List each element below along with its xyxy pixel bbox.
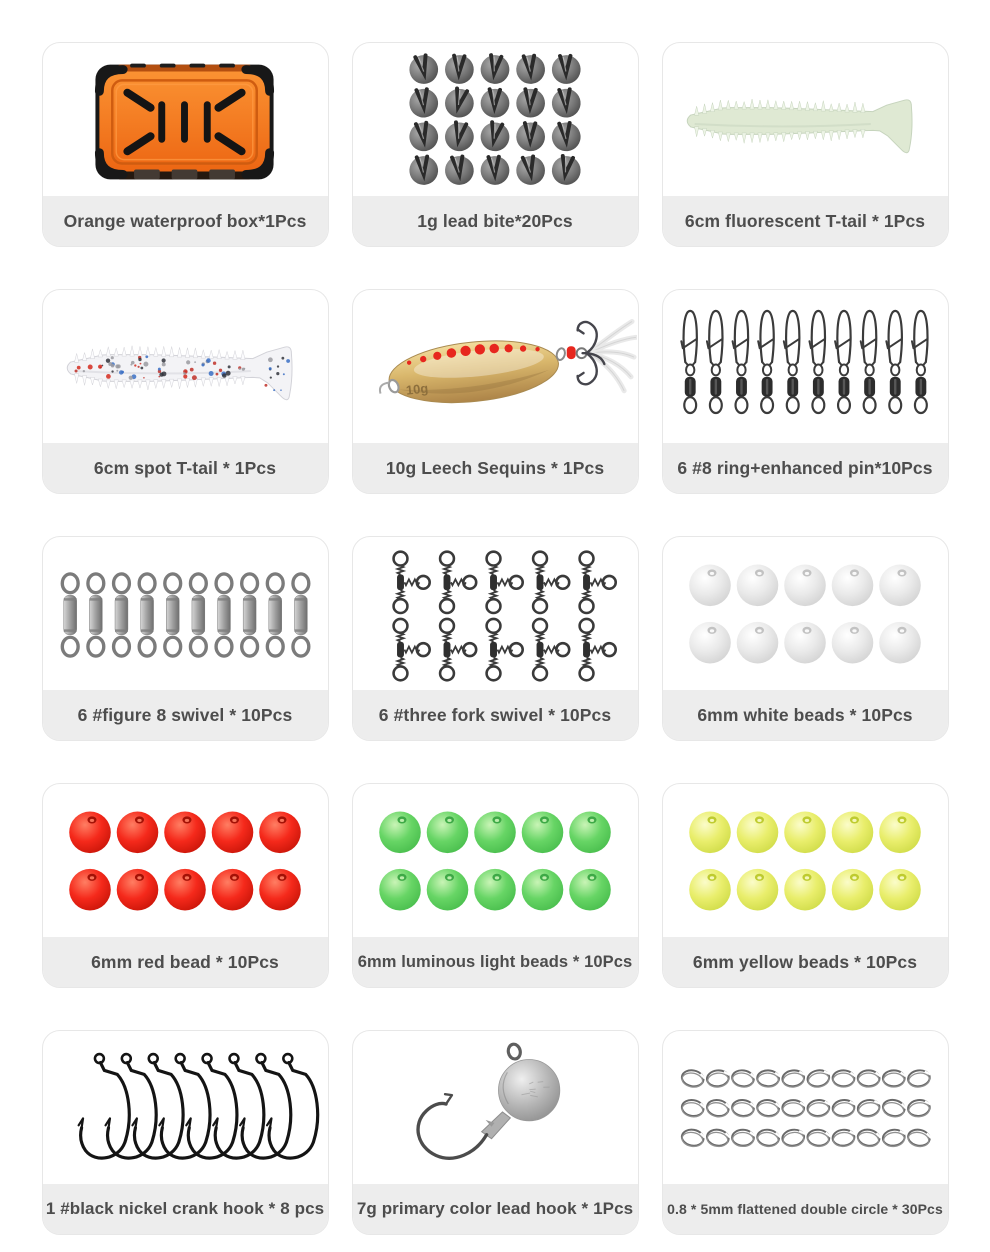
product-card-leech-sequins [352, 289, 639, 494]
product-label [353, 690, 638, 740]
product-label [43, 690, 328, 740]
product-card-split-rings [662, 1030, 949, 1235]
split-rings-image [663, 1031, 948, 1184]
product-card-figure8-swivel [42, 536, 329, 741]
product-label-text: 6 #8 ring+enhanced pin*10Pcs [677, 457, 933, 478]
product-label-text: 6mm red bead * 10Pcs [91, 951, 279, 972]
product-label-text: 7g primary color lead hook * 1Pcs [356, 1199, 634, 1218]
lead-bites-image [353, 43, 638, 196]
snap-swivel-pins-image [663, 290, 948, 443]
product-label [663, 1184, 948, 1234]
lead-jig-head-image [353, 1031, 638, 1184]
product-card-three-fork-swivel [352, 536, 639, 741]
product-label [43, 196, 328, 246]
white-beads-image [663, 537, 948, 690]
product-label [663, 443, 948, 493]
figure8-swivels-image [43, 537, 328, 690]
product-label [353, 1184, 638, 1234]
product-label-text: 6 #figure 8 swivel * 10Pcs [77, 704, 293, 725]
product-card-ring-enhanced-pin [662, 289, 949, 494]
product-label [663, 196, 948, 246]
product-label [353, 937, 638, 987]
product-card-yellow-beads [662, 783, 949, 988]
product-card-lead-bites [352, 42, 639, 247]
product-card-crank-hooks [42, 1030, 329, 1235]
orange-waterproof-box-image [43, 43, 328, 196]
fluorescent-t-tail-image [663, 43, 948, 196]
product-card-waterproof-box [42, 42, 329, 247]
product-label [43, 443, 328, 493]
product-label [43, 937, 328, 987]
product-label [663, 937, 948, 987]
product-label-text: 6cm fluorescent T-tail * 1Pcs [684, 210, 926, 231]
product-card-red-beads [42, 783, 329, 988]
product-label [663, 690, 948, 740]
red-beads-image [43, 784, 328, 937]
product-card-white-beads [662, 536, 949, 741]
yellow-beads-image [663, 784, 948, 937]
product-label-text: 10g Leech Sequins * 1Pcs [385, 457, 605, 478]
product-label-text: 0.8 * 5mm flattened double circle * 30Pcs [667, 1201, 943, 1217]
product-label-text: 6mm yellow beads * 10Pcs [692, 951, 918, 972]
product-card-lead-jig-hook [352, 1030, 639, 1235]
product-label-text: 6cm spot T-tail * 1Pcs [93, 457, 277, 478]
product-label [353, 443, 638, 493]
product-label-text: 6mm luminous light beads * 10Pcs [357, 952, 633, 971]
crank-hooks-image [43, 1031, 328, 1184]
product-card-luminous-beads [352, 783, 639, 988]
product-label-text: 6 #three fork swivel * 10Pcs [378, 704, 612, 725]
leech-sequins-spoon-image [353, 290, 638, 443]
product-grid [0, 42, 990, 1235]
product-label [43, 1184, 328, 1234]
product-card-fluorescent-t-tail [662, 42, 949, 247]
spot-t-tail-image [43, 290, 328, 443]
svg-text:10g: 10g [405, 380, 429, 398]
product-label-text: 1g lead bite*20Pcs [417, 210, 573, 231]
product-label-text: 6mm white beads * 10Pcs [697, 704, 913, 725]
product-label [353, 196, 638, 246]
three-fork-swivels-image [353, 537, 638, 690]
luminous-green-beads-image [353, 784, 638, 937]
product-label-text: 1 #black nickel crank hook * 8 pcs [45, 1199, 325, 1218]
product-card-spot-t-tail [42, 289, 329, 494]
product-label-text: Orange waterproof box*1Pcs [63, 210, 307, 231]
